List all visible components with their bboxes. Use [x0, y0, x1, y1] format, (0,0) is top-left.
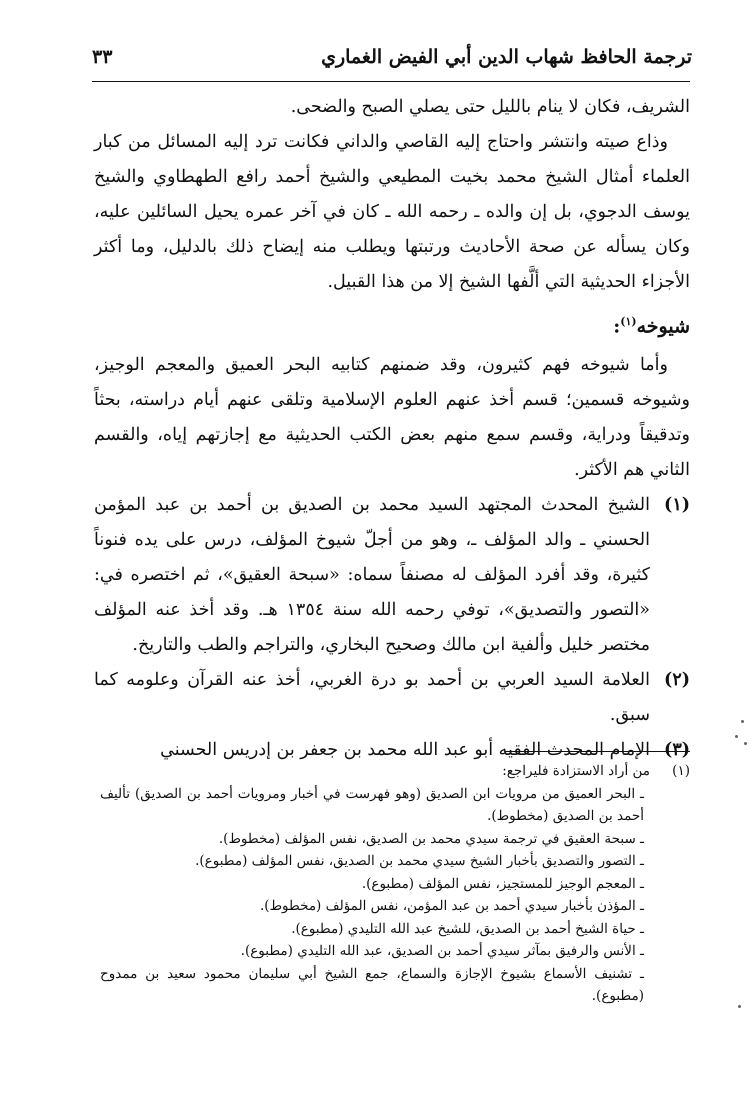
item-number: (٣) — [664, 740, 690, 761]
scan-speck — [741, 720, 744, 723]
footnotes — [100, 760, 690, 1008]
item-text: العلامة السيد العربي بن أحمد بو درة الغربي، أخذ عنه القرآن وعلومه كما سبق. — [94, 670, 650, 726]
item-text: الإمام المحدث الفقيه أبو عبد الله محمد بن جعفر بن إدريس الحسني — [160, 740, 650, 761]
footnote-entry: ـ الأنس والرفيق بمآثر سيدي أحمد بن الصديق، عبد الله التليدي (مطبوع). — [240, 943, 644, 959]
page-number: ٣٣ — [92, 46, 113, 68]
footnote-entry: ـ المعجم الوجيز للمستجيز، نفس المؤلف (مطبوع). — [361, 875, 644, 892]
header-rule — [92, 81, 690, 82]
list-item — [94, 663, 690, 733]
footnote-header — [100, 760, 690, 783]
footnote-intro: من أراد الاستزادة فليراجع: — [502, 763, 650, 779]
scan-speck — [744, 742, 747, 745]
footnote-entry: ـ تشنيف الأسماع بشيوخ الإجازة والسماع، جمع الشيخ أبي سليمان محمود سعيد بن ممدوح (مطبوع). — [100, 965, 644, 1004]
footnote-entry: ـ المؤذن بأخبار سيدي أحمد بن عبد المؤمن، نفس المؤلف (مخطوط). — [260, 898, 644, 914]
item-number: (١) — [664, 495, 690, 516]
footnote-separator — [505, 751, 690, 752]
footnote-number: (١) — [672, 763, 690, 779]
paragraph-3: وأما شيوخه فهم كثيرون، وقد ضمنهم كتابيه البحر العميق والمعجم الوجيز، وشيوخه قسمين؛ قسم أخذ عنهم العلوم الإسلامية وتلقى عنهم أيام دراسته، بحثاً وتدقيقاً ودراية، وقسم سمع منهم بعض الكتب الحديثية مع إجازتهم إياه، والقسم الثاني هم الأكثر. — [94, 355, 690, 481]
footnote-entry: ـ البحر العميق من مرويات ابن الصديق (وهو فهرست في أخبار ومرويات أحمد بن الصديق) تأليف أحمد بن الصديق (مخطوط). — [100, 785, 644, 824]
footnote-entry: ـ حياة الشيخ أحمد بن الصديق، للشيخ عبد الله التليدي (مطبوع). — [291, 920, 644, 937]
running-header — [92, 46, 692, 80]
paragraph-1: الشريف، فكان لا ينام بالليل حتى يصلي الصبح والضحى. — [290, 97, 690, 117]
header-title: ترجمة الحافظ شهاب الدين أبي الفيض الغماري — [321, 46, 692, 68]
scan-speck — [735, 735, 738, 738]
section-heading — [94, 304, 690, 344]
main-text — [94, 90, 690, 768]
item-number: (٢) — [664, 670, 690, 691]
scan-speck — [738, 1005, 741, 1008]
heading-text: شيوخه — [636, 315, 690, 338]
footnote-ref: (١) — [620, 315, 637, 328]
paragraph-2: وذاع صيته وانتشر واحتاج إليه القاصي والداني فكانت ترد إليه المسائل من كبار العلماء أمثال الشيخ محمد بخيت المطيعي والشيخ أحمد رافع الطهطاوي والشيخ يوسف الدجوي، بل إن والده ـ رحمه الله ـ كان في آخر عمره يحيل السائلين عليه، وكان يسأله عن صحة الأحاديث ورتبتها ويطلب منه إيضاح ذلك بالدليل، وما أكثر الأجزاء الحديثية التي ألَّفها الشيخ إلا من هذا القبيل. — [94, 132, 690, 292]
list-item — [94, 488, 690, 663]
footnote-entry: ـ سبحة العقيق في ترجمة سيدي محمد بن الصديق، نفس المؤلف (مخطوط). — [218, 830, 644, 847]
item-text: الشيخ المحدث المجتهد السيد محمد بن الصديق بن أحمد بن عبد المؤمن الحسني ـ والد المؤلف ـ، وهو من أجلّ شيوخ المؤلف، درس على يده فنوناً كثيرة، وقد أفرد المؤلف له مصنفاً سماه: «سبحة العقيق»، ثم اختصره في: «التصور والتصديق»، توفي رحمه الله سنة ١٣٥٤ هـ. وقد أخذ عنه المؤلف مختصر خليل وألفية ابن مالك وصحيح البخاري، والتراجم والطب والتاريخ. — [94, 495, 650, 656]
heading-colon: : — [613, 315, 621, 338]
footnote-entry: ـ التصور والتصديق بأخبار الشيخ سيدي محمد بن الصديق، نفس المؤلف (مطبوع). — [195, 853, 644, 869]
